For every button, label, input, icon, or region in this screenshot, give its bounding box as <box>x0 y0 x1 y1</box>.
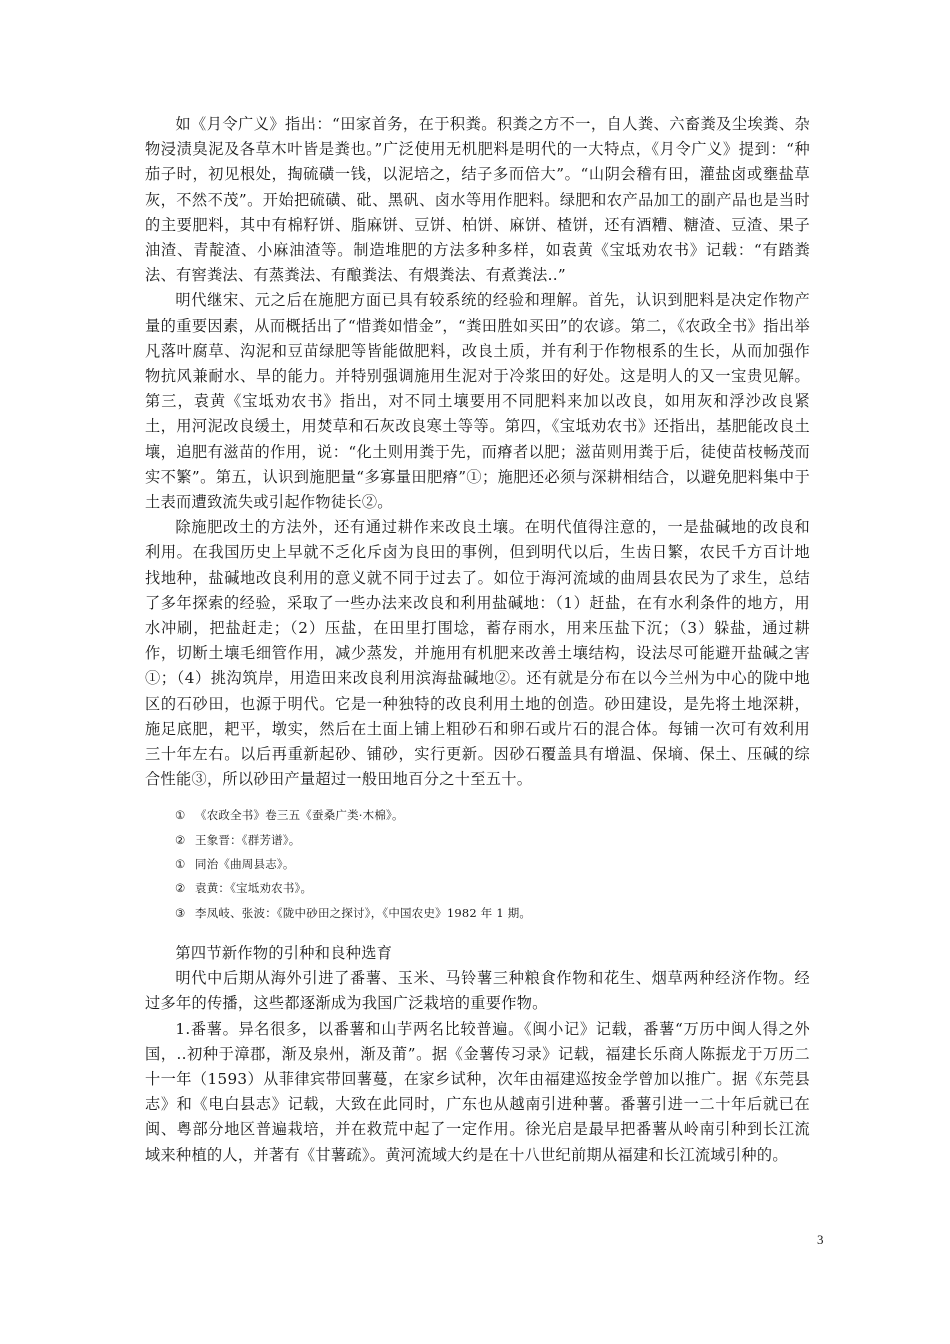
footnote-mark: ① <box>175 808 186 823</box>
paragraph-soil-improvement: 除施肥改土的方法外，还有通过耕作来改良土壤。在明代值得注意的，一是盐碱地的改良和利用。在我国历史上早就不乏化斥卤为良田的事例，但到明代以后，生齿日繁，农民千方百计地找地种，盐碱地改良利用的意义就不同于过去了。如位于海河流域的曲周县农民为了求生，总结了多年探索的经验，采取了一些办法来改良和利用盐碱地：（1）赶盐，在有水利条件的地方，用水冲刷，把盐赶走；（2）压盐，在田里打围埝，蓄存雨水，用来压盐下沉；（3）躲盐，通过耕作，切断土壤毛细管作用，减少蒸发，并施用有机肥来改善土壤结构，设法尽可能避开盐碱之害①；（4）挑沟筑岸，用造田来改良利用滨海盐碱地②。还有就是分布在以今兰州为中心的陇中地区的石砂田，也源于明代。它是一种独特的改良利用土地的创造。砂田建设，是先将土地深耕，施足底肥，耙平，墩实，然后在土面上铺上粗砂石和卵石或片石的混合体。每铺一次可有效利用三十年左右。以后再重新起砂、铺砂，实行更新。因砂石覆盖具有增温、保墒、保土、压碱的综合性能③，所以砂田产量超过一般田地百分之十至五十。 <box>145 518 810 789</box>
paragraph-sweet-potato: 1.番薯。异名很多，以番薯和山芋两名比较普遍。《闽小记》记载，番薯“万历中闽人得之外国，..初种于漳郡，渐及泉州，渐及莆”。据《金薯传习录》记载，福建长乐商人陈振龙于万历二十一年（1593）从菲律宾带回薯蔓，在家乡试种，次年由福建巡按金学曾加以推广。据《东莞县志》和《电白县志》记载，大致在此同时，广东也从越南引进种薯。番薯引进一二十年后就已在闽、粤部分地区普遍栽培，并在救荒中起了一定作用。徐光启是最早把番薯从岭南引种到长江流域来种植的人，并著有《甘薯疏》。黄河流域大约是在十八世纪前期从福建和长江流域引种的。 <box>145 1019 810 1164</box>
paragraph-new-crops-intro: 明代中后期从海外引进了番薯、玉米、马铃薯三种粮食作物和花生、烟草两种经济作物。经过多年的传播，这些都逐渐成为我国广泛栽培的重要作物。 <box>145 969 810 1013</box>
footnote-text: 《农政全书》卷三五《蚕桑广类·木棉》。 <box>195 808 404 823</box>
footnote-text: 袁黄：《宝坻劝农书》。 <box>195 881 313 896</box>
footnote-mark: ① <box>175 857 186 872</box>
page-body <box>145 112 810 1168</box>
paragraph-fertilizer-types: 如《月令广义》指出：“田家首务，在于积粪。积粪之方不一，自人粪、六畜粪及尘埃粪、杂物浸渍臭泥及各草木叶皆是粪也。”广泛使用无机肥料是明代的一大特点，《月令广义》提到：“种茄子时，初见根处，掏硫磺一钱，以泥培之，结子多而倍大”。“山阴会稽有田，灌盐卤或壅盐草灰，不然不茂”。开始把硫磺、砒、黑矾、卤水等用作肥料。绿肥和农产品加工的副产品也是当时的主要肥料，其中有棉籽饼、脂麻饼、豆饼、柏饼、麻饼、楂饼，还有酒糟、糖渣、豆渣、果子油渣、青靛渣、小麻油渣等。制造堆肥的方法多种多样，如袁黄《宝坻劝农书》记载：“有踏粪法、有窖粪法、有蒸粪法、有酿粪法、有煨粪法、有煮粪法..” <box>145 115 810 285</box>
footnote-text: 王象晋：《群芳谱》。 <box>195 832 301 847</box>
footnote-item <box>175 876 810 900</box>
footnote-item <box>175 901 810 925</box>
footnote-text: 李凤岐、张波：《陇中砂田之探讨》，《中国农史》1982 年 1 期。 <box>195 905 532 920</box>
section-heading: 第四节新作物的引种和良种选育 <box>175 943 393 962</box>
page-number: 3 <box>817 1232 824 1247</box>
footnote-mark: ② <box>175 881 186 896</box>
footnote-item <box>175 828 810 852</box>
paragraph-fertilizer-experience: 明代继宋、元之后在施肥方面已具有较系统的经验和理解。首先，认识到肥料是决定作物产量的重要因素，从而概括出了“惜粪如惜金”，“粪田胜如买田”的农谚。第二，《农政全书》指出举凡落叶腐草、沟泥和豆苗绿肥等皆能做肥料，改良土质，并有利于作物根系的生长，从而加强作物抗风兼耐水、旱的能力。并特别强调施用生泥对于冷浆田的好处。这是明人的又一宝贵见解。第三，袁黄《宝坻劝农书》指出，对不同土壤要用不同肥料来加以改良，如用灰和浮沙改良紧土，用河泥改良缓土，用焚草和石灰改良寒土等等。第四，《宝坻劝农书》还指出，基肥能改良土壤，追肥有滋苗的作用，说：“化土则用粪于先，而瘠者以肥；滋苗则用粪于后，徒使苗枝畅茂而实不繁”。第五，认识到施肥量“多寡量田肥瘠”①；施肥还必须与深耕相结合，以避免肥料集中于土表而遭致流失或引起作物徒长②。 <box>145 291 810 512</box>
footnotes <box>145 803 810 924</box>
footnote-item <box>175 852 810 876</box>
footnote-mark: ③ <box>175 905 186 920</box>
footnote-text: 同治《曲周县志》。 <box>195 857 295 872</box>
footnote-item <box>175 803 810 827</box>
footnote-mark: ② <box>175 832 186 847</box>
